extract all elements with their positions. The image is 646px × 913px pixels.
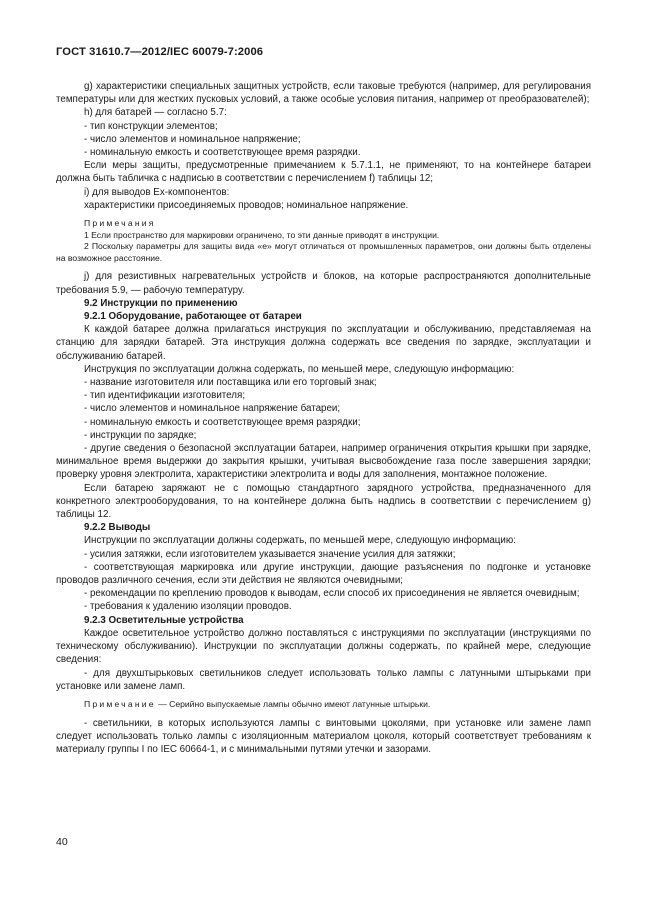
list-item: - число элементов и номинальное напряжение батареи; [84, 403, 341, 415]
list-item: - светильники, в которых используются лампы с винтовыми цоколями, при установке или замене ламп следует использовать только лампы с изоляционным материалом цоколя, который соответствует требованиям к материалу группы I по IEC 60664-1, и с минимальными путями утечки и зазорами. [56, 717, 591, 755]
section-heading-9-2-2: 9.2.2 Выводы [84, 522, 151, 534]
note-item-2: 2 Поскольку параметры для защиты вида «е» могут отличаться от промышленных параметров, они должны быть отделены на возможное расстояние. [56, 241, 591, 263]
paragraph: К каждой батарее должна прилагаться инструкция по эксплуатации и обслуживанию, представляемая на станцию для зарядки батарей. Эта инструкция должна содержать все сведения по зарядке, эксплуатации и обслуживанию батарей. [56, 324, 591, 362]
paragraph: Если меры защиты, предусмотренные примечанием к 5.7.1.1, не применяют, то на контейнере батареи должна быть табличка с надписью в соответствии с перечислением f) таблицы 12; [56, 160, 591, 185]
paragraph: Инструкции по эксплуатации должны содержать, по меньшей мере, следующую информацию: [84, 535, 516, 547]
list-item: - другие сведения о безопасной эксплуатации батареи, например ограничения открытия крышки при зарядке, минимальное время выдержки до закрытия крышки, учитывая высвобождение газа после завершения зарядки; проверку уровня электролита, характеристики электролита и воды для заполнения, монтажное положение. [56, 443, 591, 481]
list-item: - тип идентификации изготовителя; [84, 390, 246, 402]
list-item: - рекомендации по креплению проводов к выводам, если способ их присоединения не является очевидным; [84, 588, 580, 600]
section-heading-9-2: 9.2 Инструкции по применению [84, 297, 238, 309]
list-item: - усилия затяжки, если изготовителем указывается значение усилия для затяжки; [84, 548, 456, 560]
note-label: Примечание [84, 698, 156, 709]
list-item: - номинальную емкость и соответствующее время разрядки; [84, 416, 361, 428]
notes-label: Примечания [84, 218, 156, 229]
list-item: - название изготовителя или поставщика или его торговый знак; [84, 377, 377, 389]
page-number: 40 [56, 836, 68, 848]
note-text: — Серийно выпускаемые лампы обычно имеют латунные штырьки. [155, 698, 431, 709]
list-item-i: i) для выводов Ex-компонентов: [84, 186, 230, 198]
paragraph: характеристики присоединяемых проводов; номинальное напряжение. [84, 199, 409, 211]
note-single [56, 699, 591, 711]
section-heading-9-2-3: 9.2.3 Осветительные устройства [84, 614, 244, 626]
list-item: - инструкции по зарядке; [84, 429, 197, 441]
list-subitem: - тип конструкции элементов; [84, 120, 218, 132]
list-item: - требования к удалению изоляции проводов. [84, 601, 292, 613]
list-item: - для двухштырьковых светильников следует использовать только лампы с латунными штырьками при установке или замене ламп. [56, 667, 591, 692]
standard-header: ГОСТ 31610.7—2012/IEC 60079-7:2006 [56, 46, 264, 58]
paragraph: Если батарею заряжают не с помощью стандартного зарядного устройства, предназначенного для конкретного электрооборудования, то на контейнере должна быть надпись в соответствии с перечислением g) таблицы 12. [56, 482, 591, 521]
paragraph: Каждое осветительное устройство должно поставляться с инструкциями по эксплуатации (инструкциями по техническому обслуживанию). Инструкции по эксплуатации должны содержать, по крайней мере, следующие сведения: [56, 627, 591, 666]
list-item-h: h) для батарей — согласно 5.7: [84, 107, 227, 119]
list-item-j: j) для резистивных нагревательных устройств и блоков, на которые распространяются дополнительные требования 5.9, — рабочую температуру. [56, 271, 591, 296]
section-heading-9-2-1: 9.2.1 Оборудование, работающее от батареи [84, 311, 302, 323]
list-subitem: - число элементов и номинальное напряжение; [84, 133, 301, 145]
list-subitem: - номинальную емкость и соответствующее время разрядки. [84, 147, 361, 159]
list-item-g: g) характеристики специальных защитных устройств, если таковые требуются (например, для регулирования температуры или для жестких пусковых условий, а также особые условия питания, например от преобразователей); [56, 81, 591, 106]
paragraph: Инструкция по эксплуатации должна содержать, по меньшей мере, следующую информацию: [84, 363, 515, 375]
list-item: - соответствующая маркировка или другие инструкции, дающие разъяснения по подгонке и установке проводов различного сечения, если эти действия не являются очевидными; [56, 561, 591, 587]
note-item-1: 1 Если пространство для маркировки ограничено, то эти данные приводят в инструкции. [84, 229, 440, 240]
document-body [56, 80, 591, 756]
